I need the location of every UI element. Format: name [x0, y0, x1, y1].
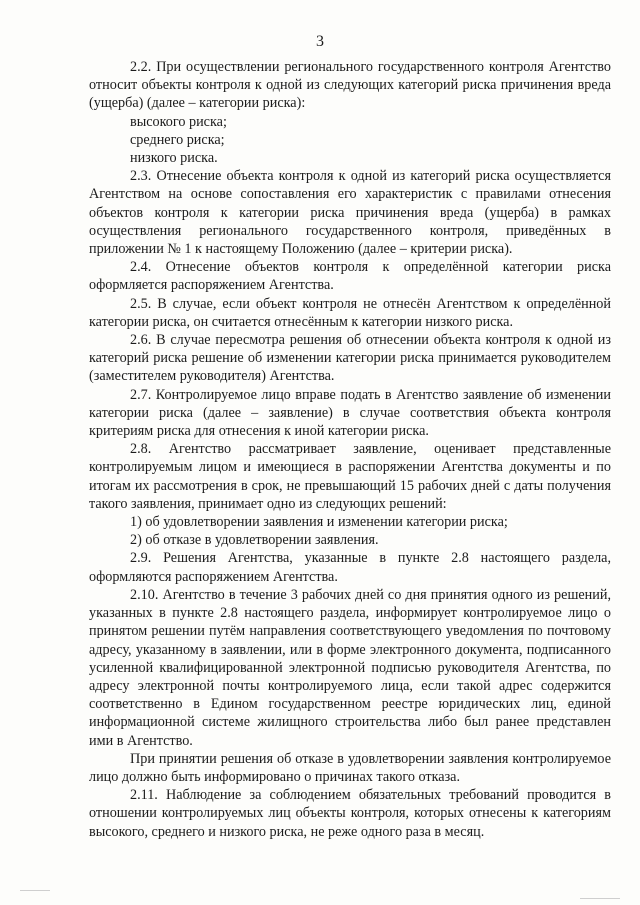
risk-category-low: низкого риска. — [130, 150, 218, 167]
paragraph-2-5: 2.5. В случае, если объект контроля не отнесён Агентством к определённой категории риска, он считается отнесённым к категории низкого риска. — [89, 295, 611, 330]
risk-category-medium: среднего риска; — [130, 131, 225, 148]
document-body — [89, 58, 611, 841]
paragraph-2-3: 2.3. Отнесение объекта контроля к одной из категорий риска осуществляется Агентством на основе сопоставления его характеристик с правилами отнесения объектов контроля к категории риска причинения вреда (ущерба) в рамках осуществления регионального государственного контроля, приведённых в приложении № 1 к настоящему Положению (далее – критерии риска). — [89, 168, 611, 258]
decision-option-1: 1) об удовлетворении заявления и изменении категории риска; — [130, 514, 508, 531]
paragraph-2-4: 2.4. Отнесение объектов контроля к определённой категории риска оформляется распоряжением Агентства. — [89, 259, 611, 294]
paragraph-2-7: 2.7. Контролируемое лицо вправе подать в Агентство заявление об изменении категории риска (далее – заявление) в случае соответствия объекта контроля критериям риска для отнесения к иной категории риска. — [89, 386, 611, 440]
risk-category-high: высокого риска; — [130, 113, 227, 130]
scan-artifact-bottom — [20, 890, 50, 891]
paragraph-2-10-refusal: При принятии решения об отказе в удовлетворении заявления контролируемое лицо должно быть информировано о причинах такого отказа. — [89, 750, 611, 785]
paragraph-2-8: 2.8. Агентство рассматривает заявление, оценивает представленные контролируемым лицом и имеющиеся в распоряжении Агентства документы и по итогам их рассмотрения в срок, не превышающий 15 рабочих дней с даты получения такого заявления, принимает одно из следующих решений: — [89, 441, 611, 512]
page-number: 3 — [316, 33, 324, 50]
scan-artifact-right — [580, 898, 620, 899]
decision-option-2: 2) об отказе в удовлетворении заявления. — [130, 532, 379, 549]
paragraph-2-10: 2.10. Агентство в течение 3 рабочих дней со дня принятия одного из решений, указанных в пункте 2.8 настоящего раздела, информирует контролируемое лицо о принятом решении путём направления соответствующего уведомления по почтовому адресу, указанному в заявлении, или в форме электронного документа, подписанного усиленной квалифицированной электронной подписью руководителя Агентства, по адресу электронной почты контролируемого лица, если такой адрес содержится соответственно в Едином государственном реестре юридических лиц, единой информационной системе жилищного строительства либо был ранее представлен ими в Агентство. — [89, 586, 611, 749]
paragraph-2-11: 2.11. Наблюдение за соблюдением обязательных требований проводится в отношении контролируемых лиц объекты контроля, которых отнесены к категориям высокого, среднего и низкого риска, не реже одного раза в месяц. — [89, 787, 611, 840]
paragraph-2-9: 2.9. Решения Агентства, указанные в пункте 2.8 настоящего раздела, оформляются распоряжением Агентства. — [89, 550, 611, 585]
paragraph-2-2: 2.2. При осуществлении регионального государственного контроля Агентство относит объекты контроля к одной из следующих категорий риска причинения вреда (ущерба) (далее – категории риска): — [89, 59, 611, 112]
paragraph-2-6: 2.6. В случае пересмотра решения об отнесении объекта контроля к одной из категорий риска решение об изменении категории риска принимается руководителем (заместителем руководителя) Агентства. — [89, 332, 611, 385]
